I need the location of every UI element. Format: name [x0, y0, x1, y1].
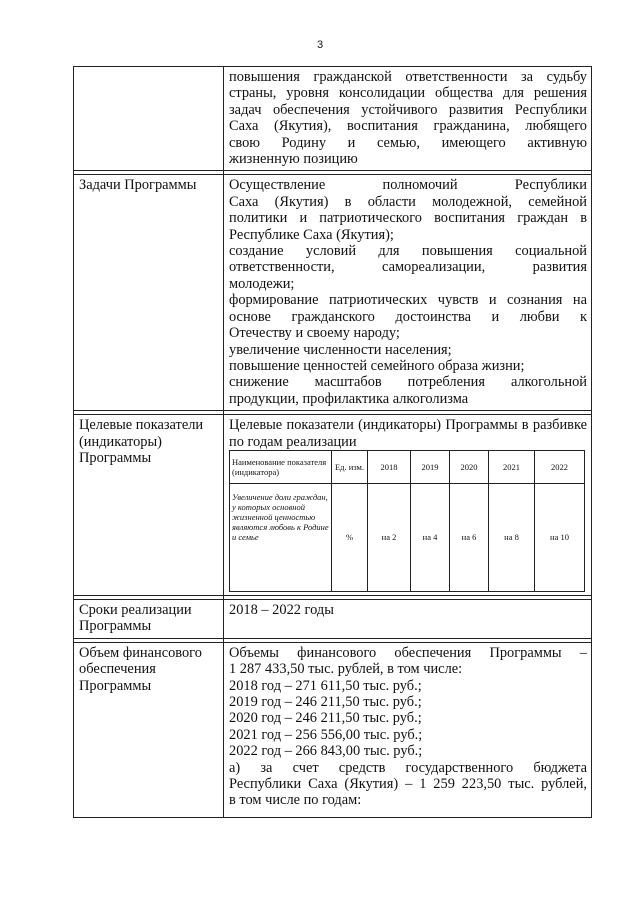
funding-value-cell	[224, 642, 592, 817]
indicators-title: Целевые показатели (индикаторы) Программы в разбивке по годам реализации	[229, 417, 587, 450]
goal-value-cell	[224, 67, 592, 171]
funding-line: Республики Саха (Якутия) – 1 259 223,50 тыс. рублей,	[229, 776, 587, 792]
tasks-line: политики и патриотического воспитания граждан в	[229, 210, 587, 227]
indicator-value: на 4	[411, 483, 450, 591]
funding-line: 2018 год – 271 611,50 тыс. руб.;	[229, 677, 422, 694]
goal-line: жизненную позицию	[229, 151, 358, 168]
indicator-name: Увеличение доли граждан, у которых основной жизненной ценностью являются любовь к Родине и семье	[230, 483, 332, 591]
goal-line: повышения гражданской ответственности за судьбу	[229, 69, 587, 85]
goal-label-cell	[74, 67, 224, 171]
header-year: 2020	[450, 450, 489, 483]
indicator-unit: %	[332, 483, 368, 591]
tasks-line: Осуществление полномочий Республики	[229, 177, 587, 194]
funding-label: Объем финансового обеспечения Программы	[74, 642, 224, 817]
tasks-label: Задачи Программы	[74, 175, 224, 411]
tasks-line: основе гражданского достоинства и любви к	[229, 308, 587, 325]
funding-line: 2021 год – 256 556,00 тыс. руб.;	[229, 726, 423, 743]
funding-line: 2020 год – 246 211,50 тыс. руб.;	[229, 710, 422, 727]
indicator-value: на 8	[489, 483, 535, 591]
terms-row	[74, 599, 592, 638]
indicators-value-cell	[224, 415, 592, 596]
header-year: 2021	[489, 450, 535, 483]
funding-line: 2019 год – 246 211,50 тыс. руб.;	[229, 693, 422, 710]
indicator-value: на 10	[535, 483, 585, 591]
funding-line: Объемы финансового обеспечения Программы –	[229, 644, 587, 661]
tasks-line: Республике Саха (Якутия);	[229, 226, 394, 243]
goal-line: страны, уровня консолидации общества для решения	[229, 85, 587, 102]
indicator-value: на 6	[450, 483, 489, 591]
indicator-value: на 2	[368, 483, 411, 591]
terms-label: Сроки реализации Программы	[74, 599, 224, 638]
tasks-value-cell	[224, 175, 592, 411]
header-unit: Ед. изм.	[332, 450, 368, 483]
funding-line: а) за счет средств государственного бюджета	[229, 759, 587, 776]
page-number: 3	[316, 39, 324, 51]
tasks-line: продукции, профилактика алкоголизма	[229, 390, 469, 407]
indicators-label: Целевые показатели (индикаторы) Программы	[74, 415, 224, 596]
terms-value: 2018 – 2022 годы	[224, 599, 592, 638]
funding-line: в том числе по годам:	[229, 792, 362, 809]
header-year: 2018	[368, 450, 411, 483]
tasks-line: снижение масштабов потребления алкогольной	[229, 374, 587, 391]
indicators-header-row	[230, 450, 585, 483]
funding-line: 2022 год – 266 843,00 тыс. руб.;	[229, 743, 423, 760]
header-year: 2019	[411, 450, 450, 483]
passport-table	[73, 66, 592, 818]
goal-line: задач обеспечения устойчивого развития Республики	[229, 101, 587, 118]
goal-line: Саха (Якутия), воспитания гражданина, любящего	[229, 118, 587, 135]
tasks-line: Отечеству и своему народу;	[229, 325, 400, 342]
tasks-line: молодежи;	[229, 275, 295, 292]
tasks-line: ответственности, самореализации, развития	[229, 259, 587, 276]
tasks-line: повышение ценностей семейного образа жизни;	[229, 357, 525, 374]
header-name: Наименование показателя (индикатора)	[230, 450, 332, 483]
indicators-row	[74, 415, 592, 596]
tasks-row	[74, 175, 592, 411]
goal-line: свою Родину и семью, имеющего активную	[229, 134, 587, 151]
header-year: 2022	[535, 450, 585, 483]
tasks-line: формирование патриотических чувств и сознания на	[229, 292, 587, 309]
tasks-line: увеличение численности населения;	[229, 341, 452, 358]
funding-line: 1 287 433,50 тыс. рублей, в том числе:	[229, 661, 463, 678]
tasks-line: создание условий для повышения социальной	[229, 243, 587, 260]
goal-row	[74, 67, 592, 171]
indicators-data-row	[230, 483, 585, 591]
indicators-table	[229, 450, 585, 592]
tasks-line: Саха (Якутия) в области молодежной, семейной	[229, 193, 587, 210]
funding-row	[74, 642, 592, 817]
